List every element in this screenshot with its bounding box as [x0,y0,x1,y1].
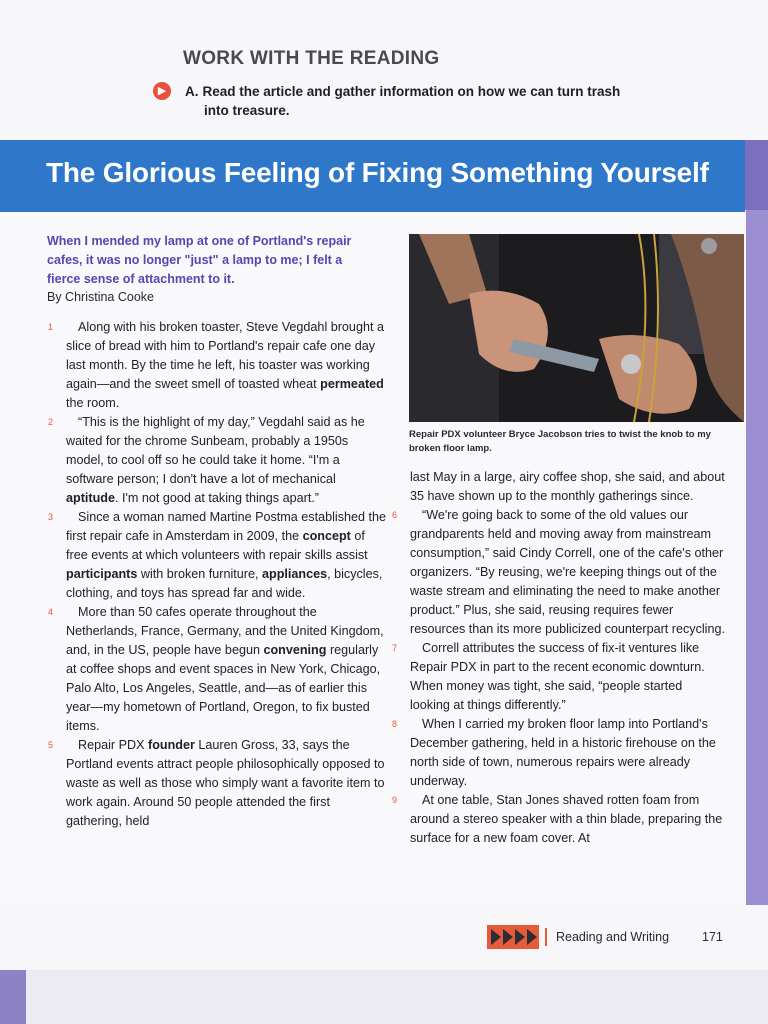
article-byline: By Christina Cooke [47,290,154,304]
article-photo [409,234,744,422]
article-subhead: When I mended my lamp at one of Portland's repair cafes, it was no longer "just" a lamp to me; I felt a fierce sense of attachment to it. [47,234,352,286]
paragraph-1 [48,318,386,413]
vocab-word: convening [263,643,327,657]
paragraph-number: 4 [48,607,54,617]
paragraph-4 [48,603,386,736]
article-title: The Glorious Feeling of Fixing Something Yourself [46,157,709,188]
photo-caption: Repair PDX volunteer Bryce Jacobson tries to twist the knob to my broken floor lamp. [409,429,711,454]
paragraph-text: “This is the highlight of my day,” Vegdahl said as he waited for the chrome Sunbeam, probably a 1950s model, to cool off so he could take it home. “I'm a software person; I don't have a lot of mechanical [66,415,365,486]
paragraph-2 [48,413,386,508]
paragraph-number: 2 [48,417,54,427]
footer-divider [545,928,547,946]
vocab-word: founder [148,738,195,752]
paragraph-number: 7 [392,643,398,653]
article-title-banner [0,140,745,212]
vocab-word: permeated [320,377,384,391]
instruction-letter: A. [185,84,199,99]
paragraph-5-continued: last May in a large, airy coffee shop, she said, and about 35 have shown up to the monthly gatherings since. [410,470,725,503]
paragraph-number: 5 [48,740,54,750]
next-page-stripe [0,970,26,1024]
footer-section-label: Reading and Writing [556,930,670,944]
instruction-line-1: Read the article and gather information on how we can turn trash [202,84,621,99]
vocab-word: aptitude [66,491,115,505]
paragraph-number: 6 [392,510,398,520]
paragraph-7 [392,639,725,715]
paragraph-text: the room. [66,396,120,410]
arrows-icon [487,925,539,949]
photo-illustration [409,234,744,422]
paragraph-8 [392,715,725,791]
paragraph-number: 9 [392,795,398,805]
audio-icon[interactable]: ▶ [153,82,171,100]
paragraph-number: 8 [392,719,398,729]
article-column-left [48,318,387,831]
paragraph-text: Repair PDX [78,738,148,752]
vocab-word: participants [66,567,138,581]
paragraph-text: At one table, Stan Jones shaved rotten foam from around a stereo speaker with a thin blade, preparing the surface for a new foam cover. At [410,793,723,845]
paragraph-text: of free events at which volunteers with repair skills assist [66,529,368,562]
forward-arrows-icon [487,925,539,949]
section-title: WORK WITH THE READING [183,48,440,69]
page-edge-stripe [746,140,768,905]
paragraph-text: More than 50 cafes operate throughout the Netherlands, France, Germany, and the United Kingdom, and, in the US, people have begun [66,605,384,657]
instruction-line-2: into treasure. [204,103,290,118]
vocab-word: concept [302,529,351,543]
paragraph-text: , bicycles, clothing, and toys has spread far and wide. [66,567,383,600]
paragraph-text: When I carried my broken floor lamp into Portland's December gathering, held in a historic firehouse on the north side of town, numerous repairs were already underway. [410,717,716,788]
paragraph-text: “We're going back to some of the old values our grandparents held and moving away from mainstream consumption,” said Cindy Correll, one of the cafe's other organizers. “By reusing, we're keeping things out of the waste stream and eliminating the need to make another product.” Plus, she said, reusing requires fewer resources than its more publicized counterpart recycling. [410,508,725,636]
next-page-edge [0,970,768,1024]
paragraph-text: Along with his broken toaster, Steve Vegdahl brought a slice of bread with him to Portland's repair cafe one day last month. By the time he left, his toaster was working again—and the sweet smell of toasted wheat [66,320,384,391]
paragraph-text: Lauren Gross, 33, says the Portland events attract people philosophically opposed to waste as well as those who simply want a favorite item to work again. Around 50 people attended the first gathering, held [66,738,385,828]
paragraph-text: with broken furniture, [137,567,262,581]
paragraph-3 [48,508,387,603]
paragraph-9 [392,791,725,848]
paragraph-number: 3 [48,512,54,522]
vocab-word: appliances [262,567,328,581]
paragraph-number: 1 [48,322,54,332]
article-column-right [392,468,725,848]
paragraph-text: . I'm not good at taking things apart.” [114,491,320,505]
paragraph-text: Since a woman named Martine Postma established the first repair cafe in Amsterdam in 2009, the [66,510,387,543]
paragraph-text: regularly at coffee shops and event spaces in New York, Chicago, Palo Alto, Los Angeles, Seattle, and—as of earlier this year—my hometown of Portland, Oregon, to fix busted items. [66,643,381,733]
paragraph-5 [48,736,386,831]
paragraph-6 [392,506,725,639]
page-number: 171 [702,930,723,944]
instruction [185,82,655,120]
paragraph-text: Correll attributes the success of fix-it ventures like Repair PDX in part to the recent economic downturn. When money was tight, she said, “people started looking at things differently.” [410,641,705,712]
